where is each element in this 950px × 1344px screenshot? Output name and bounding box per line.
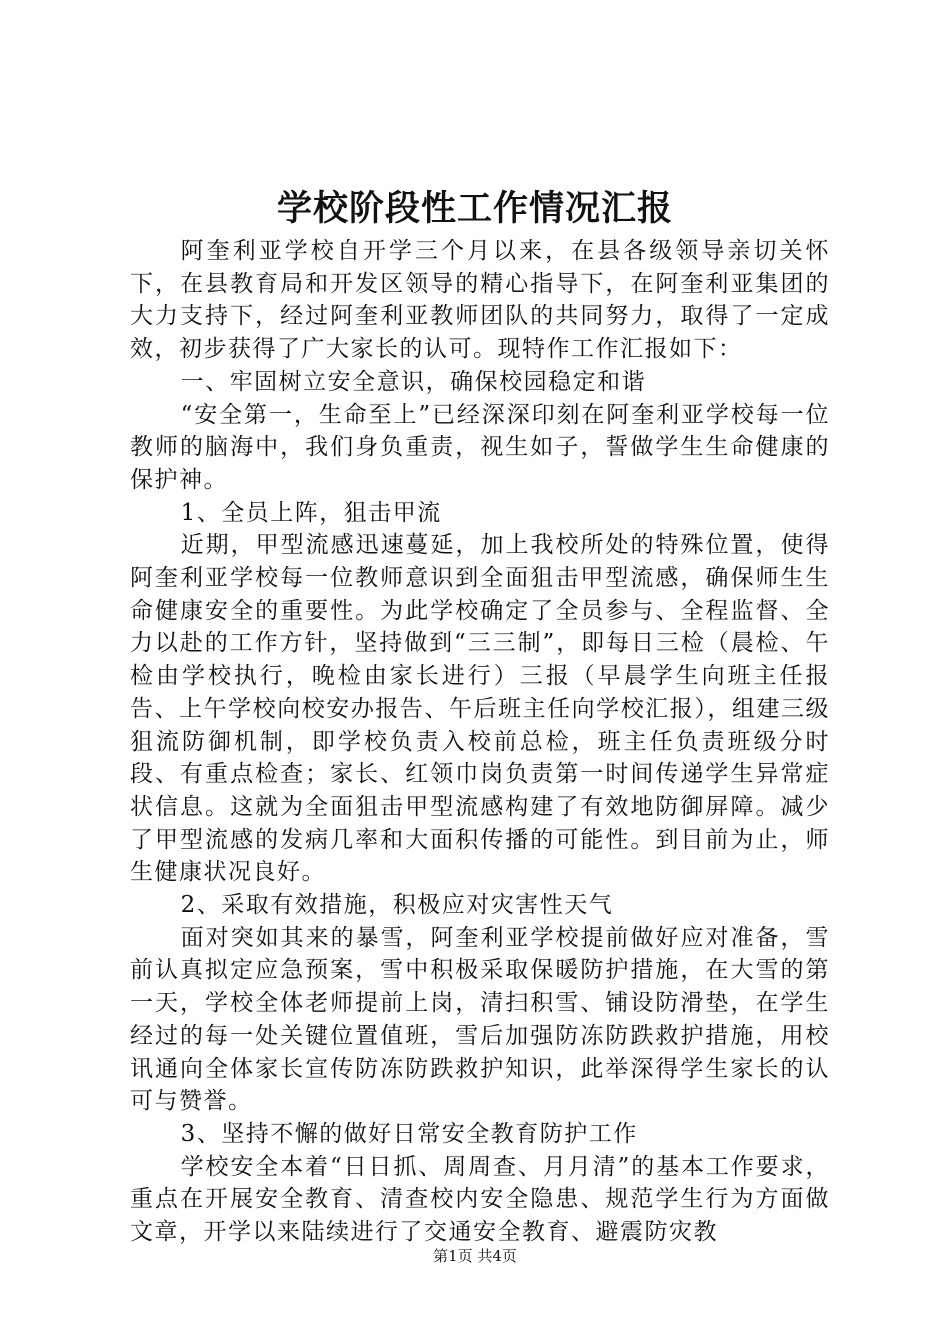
subheading-1: 1、全员上阵，狙击甲流 bbox=[180, 499, 442, 526]
subheading-3: 3、坚持不懈的做好日常安全教育防护工作 bbox=[180, 1120, 638, 1147]
paragraph-snow-response: 面对突如其来的暴雪，阿奎利亚学校提前做好应对准备，雪前认真拟定应急预案，雪中积极采取保暖防护措施，在大雪的第一天，学校全体老师提前上岗，清扫积雪、铺设防滑垫，在学生经过的每一处关键位置值班，雪后加强防冻防跌救护措施，用校讯通向全体家长宣传防冻防跌救护知识，此举深得学生家长的认可与赞誉。 bbox=[130, 924, 830, 1115]
document-title: 学校阶段性工作情况汇报 bbox=[276, 188, 673, 229]
subheading-2: 2、采取有效措施，积极应对灾害性天气 bbox=[180, 892, 614, 919]
document-body bbox=[130, 235, 830, 1249]
paragraph-daily-safety: 学校安全本着“日日抓、周周查、月月清”的基本工作要求，重点在开展安全教育、清查校内安全隐患、规范学生行为方面做文章，开学以来陆续进行了交通安全教育、避震防灾教 bbox=[130, 1153, 830, 1246]
section-heading-1: 一、牢固树立安全意识，确保校园稳定和谐 bbox=[180, 368, 647, 395]
paragraph-safety-first: “安全第一，生命至上”已经深深印刻在阿奎利亚学校每一位教师的脑海中，我们身负重责，视生如子，誓做学生生命健康的保护神。 bbox=[130, 401, 830, 493]
page-footer: 第1页 共4页 bbox=[433, 1247, 517, 1265]
paragraph-flu-prevention: 近期，甲型流感迅速蔓延，加上我校所处的特殊位置，使得阿奎利亚学校每一位教师意识到全面狙击甲型流感，确保师生生命健康安全的重要性。为此学校确定了全员参与、全程监督、全力以赴的工作方针，坚持做到“三三制”，即每日三检（晨检、午检由学校执行，晚检由家长进行）三报（早晨学生向班主任报告、上午学校向校安办报告、午后班主任向学校汇报），组建三级狙流防御机制，即学校负责入校前总检，班主任负责班级分时段、有重点检查；家长、红领巾岗负责第一时间传递学生异常症状信息。这就为全面狙击甲型流感构建了有效地防御屏障。减少了甲型流感的发病几率和大面积传播的可能性。到目前为止，师生健康状况良好。 bbox=[130, 532, 830, 886]
paragraph-intro: 阿奎利亚学校自开学三个月以来，在县各级领导亲切关怀下，在县教育局和开发区领导的精心指导下，在阿奎利亚集团的大力支持下，经过阿奎利亚教师团队的共同努力，取得了一定成效，初步获得了广大家长的认可。现特作工作汇报如下： bbox=[130, 238, 830, 363]
